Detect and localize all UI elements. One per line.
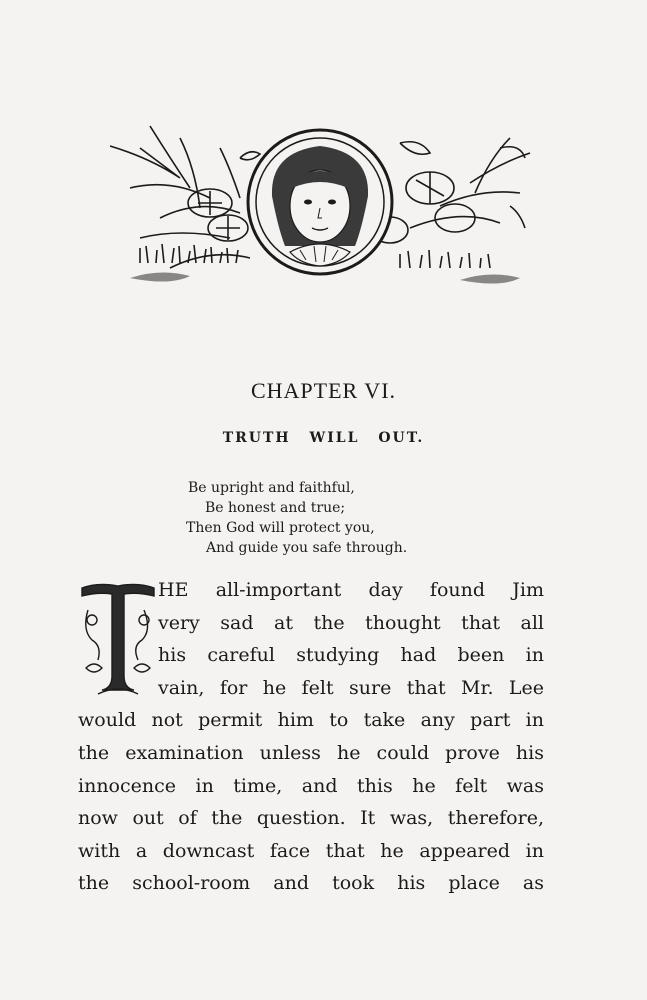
drop-cap-letter: T	[117, 652, 119, 653]
text-line: the examination unless he could prove his	[78, 741, 544, 764]
chapter-title: CHAPTER VI.	[250, 378, 397, 403]
text-line: now out of the question. It was, therefore,	[78, 807, 544, 830]
verse-line: Be honest and true;	[205, 500, 346, 516]
verse-line: Be upright and faithful,	[188, 480, 355, 496]
text-line: innocence in time, and this he felt was	[78, 774, 544, 797]
verse-line: Then God will protect you,	[186, 520, 375, 536]
floral-portrait-vignette-icon	[100, 118, 540, 290]
chapter-subtitle: TRUTH WILL OUT.	[222, 430, 425, 446]
text-line: HE all-important day found Jim	[158, 579, 544, 601]
text-line: very sad at the thought that all	[158, 611, 544, 634]
text-line: vain, for he felt sure that Mr. Lee	[158, 676, 544, 699]
text-line: his careful studying had been in	[158, 644, 544, 667]
text-line: with a downcast face that he appeared in	[78, 839, 544, 862]
text-line: the school-room and took his place as	[78, 872, 544, 895]
chapter-body-text	[78, 574, 544, 900]
verse-line: And guide you safe through.	[206, 540, 408, 556]
text-line: would not permit him to take any part in	[78, 709, 544, 732]
epigraph-verse	[186, 478, 506, 558]
